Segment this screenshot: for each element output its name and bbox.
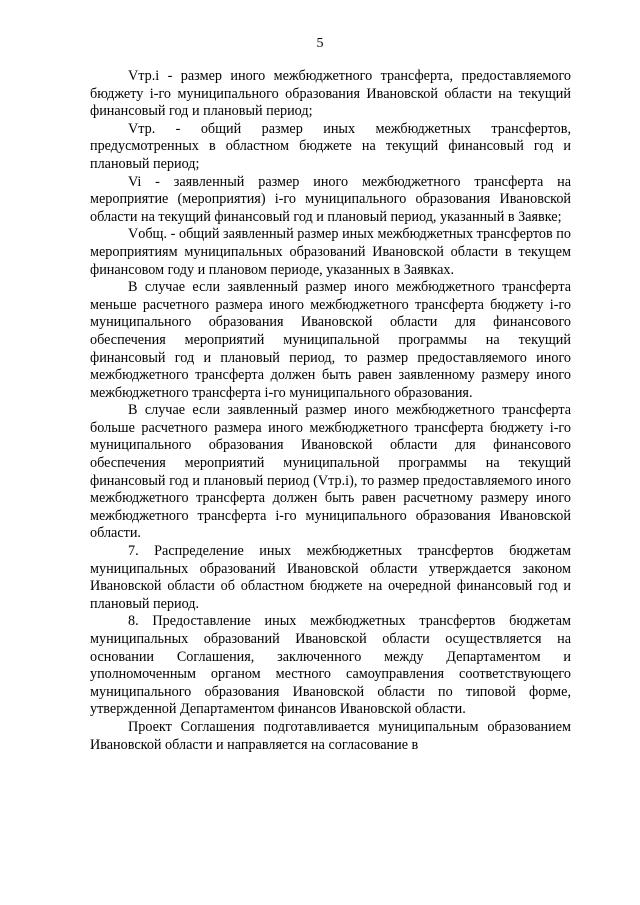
paragraph-item-8: 8. Предоставление иных межбюджетных трансфертов бюджетам муниципальных образований Ивановской области осуществляется на основании Соглашения, заключенного между Департаментом и уполномоченным органом местного самоуправления соответствующего муниципального образования Ивановской области по типовой форме, утвержденной Департаментом финансов Ивановской области. [90, 613, 571, 718]
paragraph-item-7: 7. Распределение иных межбюджетных трансфертов бюджетам муниципальных образований Ивановской области утверждается законом Ивановской области об областном бюджете на очередной финансовый год и плановый период. [90, 543, 571, 612]
paragraph-vobsch-definition: Vобщ. - общий заявленный размер иных межбюджетных трансфертов по мероприятиям муниципальных образований Ивановской области в текущем финансовом году и плановом периоде, указанных в Заявках. [90, 226, 571, 278]
paragraph-vtr-total-definition: Vтр. - общий размер иных межбюджетных трансфертов, предусмотренных в областном бюджете на текущий финансовый год и плановый период; [90, 120, 571, 172]
document-body [90, 68, 571, 754]
paragraph-vtr-i-definition: Vтр.i - размер иного межбюджетного трансферта, предоставляемого бюджету i-го муниципального образования Ивановской области на текущий финансовый год и плановый период; [90, 68, 571, 120]
paragraph-agreement-draft: Проект Соглашения подготавливается муниципальным образованием Ивановской области и направляется на согласование в [90, 718, 571, 753]
paragraph-case-less: В случае если заявленный размер иного межбюджетного трансферта меньше расчетного размера иного межбюджетного трансферта бюджету i-го муниципального образования Ивановской области для финансового обеспечения мероприятий муниципальной программы на текущий финансовый год и плановый период, то размер предоставляемого иного межбюджетного трансферта должен быть равен заявленному размеру иного межбюджетного трансферта i-го муниципального образования. [90, 279, 571, 401]
page-number: 5 [316, 36, 324, 51]
paragraph-vi-definition: Vi - заявленный размер иного межбюджетного трансферта на мероприятие (мероприятия) i-го муниципального образования Ивановской области на текущий финансовый год и плановый период, указанный в Заявке; [90, 173, 571, 225]
paragraph-case-greater: В случае если заявленный размер иного межбюджетного трансферта больше расчетного размера иного межбюджетного трансферта бюджету i-го муниципального образования Ивановской области для финансового обеспечения мероприятий муниципальной программы на текущий финансовый год и плановый период (Vтр.i), то размер предоставляемого иного межбюджетного трансферта должен быть равен расчетному размеру иного межбюджетного трансферта i-го муниципального образования Ивановской области. [90, 402, 571, 542]
